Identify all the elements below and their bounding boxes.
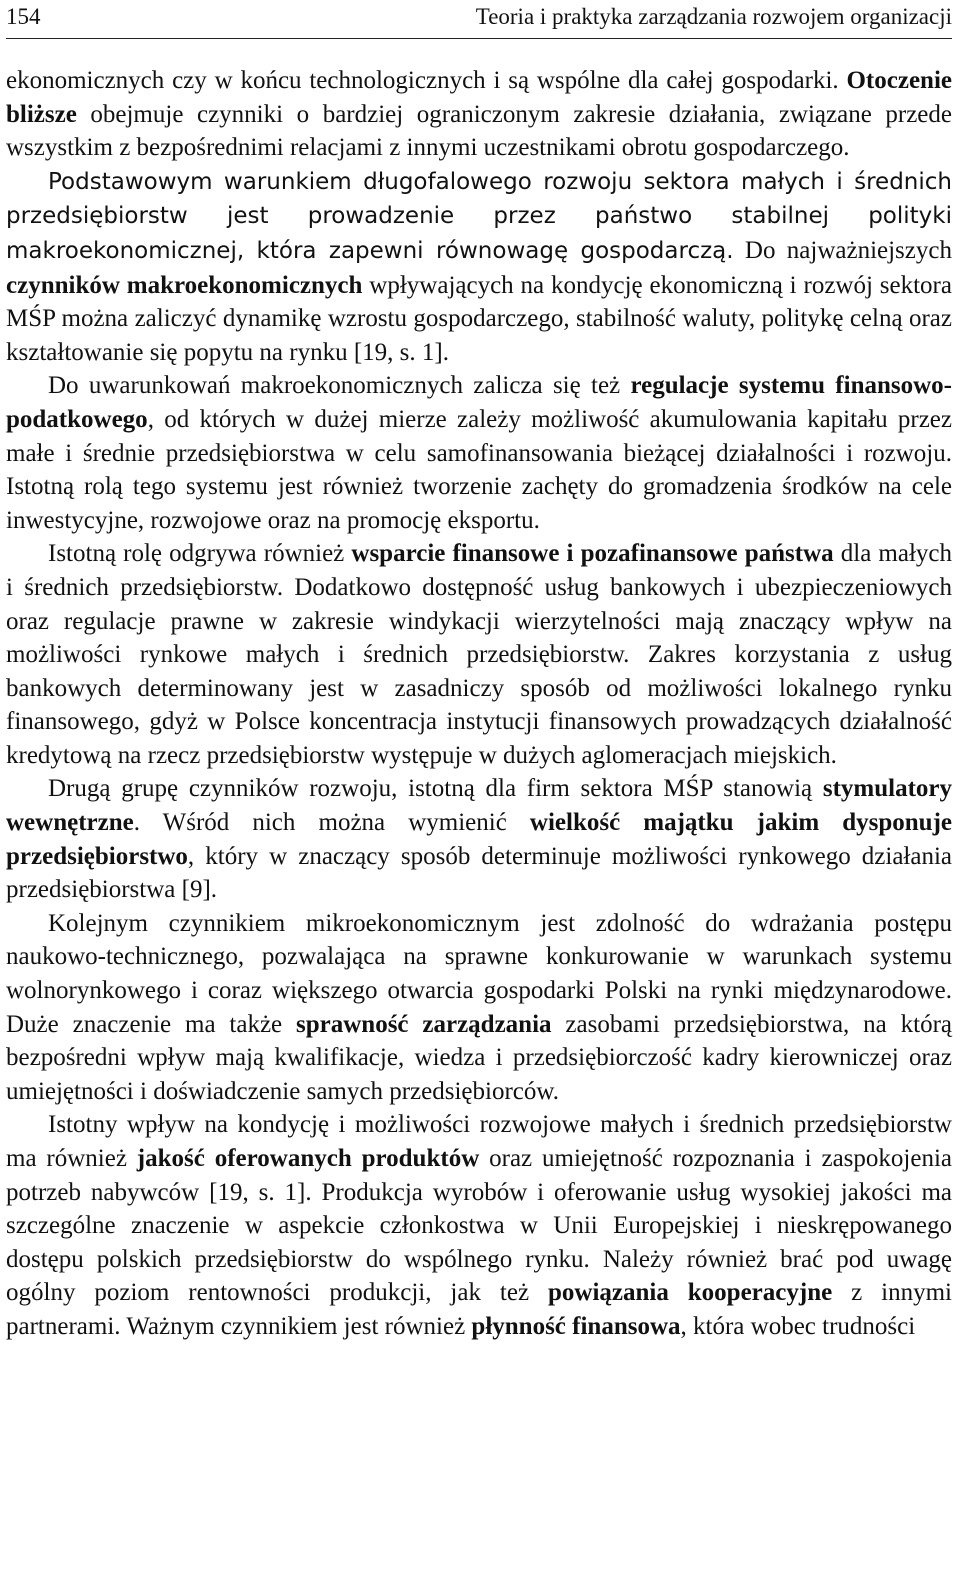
bold-term: regulacje systemu finansowo-podatkowego <box>6 372 952 433</box>
paragraph-4 <box>6 537 952 772</box>
paragraph-1 <box>6 64 952 165</box>
text-span: ekonomicznych czy w końcu technologicznych i są wspólne dla całej gospodarki. <box>6 67 847 94</box>
text-span: Drugą grupę czynników rozwoju, istotną dla firm sektora MŚP stanowią <box>48 775 823 803</box>
bold-term: Otoczenie bliższe <box>6 67 952 128</box>
text-span: , od których w dużej mierze zależy możliwość akumulowania kapitału przez małe i średnie przedsiębiorstwa w celu samofinansowania bieżącej działalności i rozwoju. Istotną rolą tego systemu jest również tworzenie zachęty do gromadzenia środków na cele inwestycyjne, rozwojowe oraz na promocję eksportu. <box>6 405 952 534</box>
bold-term: płynność finansowa <box>471 1312 681 1340</box>
paragraph-6 <box>6 907 952 1109</box>
bold-term: wielkość majątku jakim dysponuje przedsiębiorstwo <box>6 809 952 870</box>
running-title: Teoria i praktyka zarządzania rozwojem organizacji <box>475 4 952 29</box>
text-span: , który w znaczący sposób determinuje możliwości rynkowego działania przedsiębiorstwa [9]. <box>6 842 952 904</box>
bold-term: wsparcie finansowe i pozafinansowe państwa <box>351 540 834 568</box>
text-span: Do uwarunkowań makroekonomicznych zalicza się też <box>48 372 631 400</box>
text-span: Istotną rolę odgrywa również <box>48 540 352 568</box>
running-header <box>6 0 952 39</box>
text-span: zasobami przedsiębiorstwa, na którą bezpośredni wpływ mają kwalifikacje, wiedza i przedsiębiorczość kadry kierowniczej oraz umiejętności i doświadczenie samych przedsiębiorców. <box>6 1010 952 1105</box>
bold-term: powiązania kooperacyjne <box>547 1279 833 1307</box>
paragraph-2 <box>6 165 952 370</box>
text-span: , która wobec trudności <box>680 1312 916 1340</box>
text-span: Istotny wpływ na kondycję i możliwości rozwojowe małych i średnich przedsiębiorstw ma również <box>6 1111 952 1172</box>
text-span: Kolejnym czynnikiem mikroekonomicznym jest zdolność do wdrażania postępu naukowo-technicznego, pozwalająca na sprawne konkurowanie w warunkach systemu wolnorynkowego i coraz większego otwarcia gospodarki Polski na rynki międzynarodowe. Duże znaczenie ma także <box>6 909 952 1038</box>
text-span: dla małych i średnich przedsiębiorstw. Dodatkowo dostępność usług bankowych i ubezpieczeniowych oraz regulacje prawne w zakresie windykacji wierzytelności mają znaczący wpływ na możliwości rynkowe małych i średnich przedsiębiorstw. Zakres korzystania z usług bankowych determinowany jest w zasadniczy sposób od możliwości lokalnego rynku finansowego, gdyż w Polsce koncentracja instytucji finansowych prowadzących działalność kredytową na rzecz przedsiębiorstw występuje w dużych aglomeracjach miejskich. <box>6 540 952 769</box>
text-span: . Wśród nich można wymienić <box>133 809 530 837</box>
paragraph-3 <box>6 369 952 537</box>
bold-term: czynników makroekonomicznych <box>6 271 363 299</box>
bold-term: stymulatory wewnętrzne <box>6 775 952 837</box>
text-span-sans: Podstawowym warunkiem długofalowego rozwoju sektora małych i średnich przedsiębiorstw jest prowadzenie przez państwo stabilnej polityki makroekonomicznej, która zapewni równowagę gospodarczą. <box>6 168 952 264</box>
text-span: obejmuje czynniki o bardziej ograniczonym zakresie działania, związane przede wszystkim z bezpośrednimi relacjami z innymi uczestnikami obrotu gospodarczego. <box>6 100 952 162</box>
text-span: z innymi partnerami. Ważnym czynnikiem jest również <box>6 1279 953 1340</box>
paragraph-5 <box>6 772 952 906</box>
paragraph-7 <box>6 1108 952 1343</box>
bold-term: sprawność zarządzania <box>296 1010 552 1038</box>
page-number: 154 <box>6 4 41 29</box>
text-span: oraz umiejętność rozpoznania i zaspokojenia potrzeb nabywców [19, s. 1]. Produkcja wyrobów i oferowanie usług wysokiej jakości ma szczególne znaczenie w aspekcie członkostwa w Unii Europejskiej i nieskrępowanego dostępu polskich przedsiębiorstw do wspólnego rynku. Należy również brać pod uwagę ogólny poziom rentowności produkcji, jak też <box>6 1145 952 1307</box>
text-span: Do najważniejszych <box>733 236 952 264</box>
text-span: wpływających na kondycję ekonomiczną i rozwój sektora MŚP można zaliczyć dynamikę wzrostu gospodarczego, stabilność waluty, politykę celną oraz kształtowanie się popytu na rynku [19, s. 1]. <box>6 271 952 366</box>
body-text <box>6 64 952 1344</box>
bold-term: jakość oferowanych produktów <box>136 1145 480 1172</box>
